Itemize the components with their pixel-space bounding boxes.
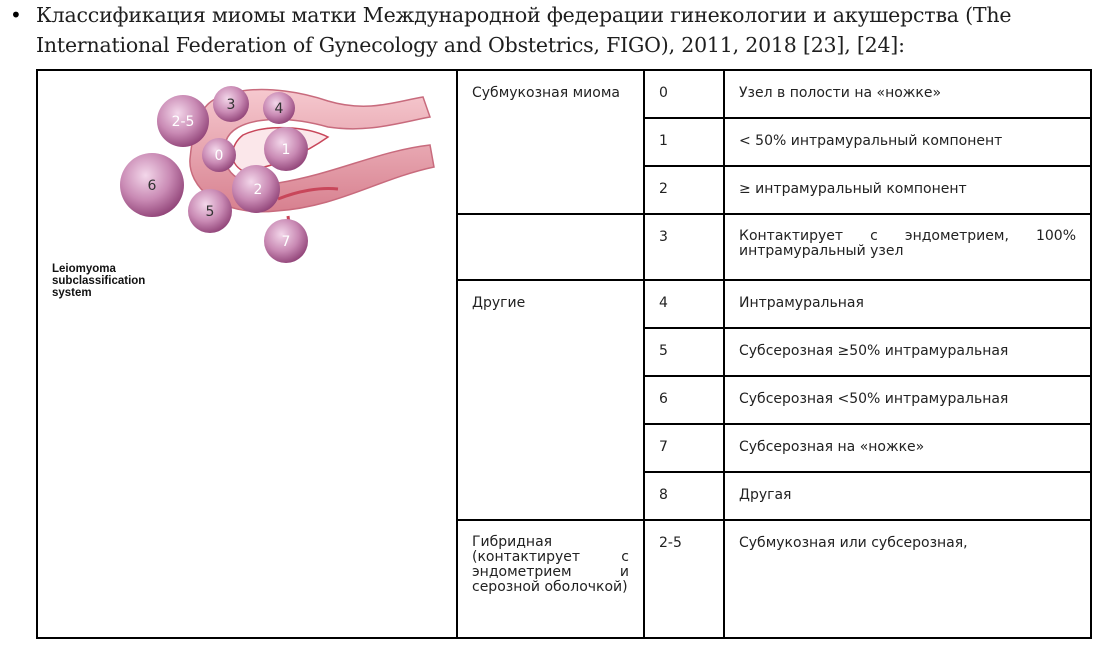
desc-cell: Субсерозная ≥50% интрамуральная (724, 328, 1091, 376)
desc-cell: < 50% интрамуральный компонент (724, 118, 1091, 166)
type-cell: 0 (644, 70, 724, 118)
desc-cell: Субсерозная на «ножке» (724, 424, 1091, 472)
desc-cell: Узел в полости на «ножке» (724, 70, 1091, 118)
type-cell: 4 (644, 280, 724, 328)
type-cell: 5 (644, 328, 724, 376)
group-hybrid: Гибридная (контактирует с эндометрием и серозной оболочкой) (457, 520, 644, 638)
bullet-marker: • (10, 3, 22, 27)
svg-text:1: 1 (281, 142, 291, 158)
node-7 (264, 219, 308, 263)
desc-cell: ≥ интрамуральный компонент (724, 166, 1091, 214)
svg-text:0: 0 (214, 148, 224, 164)
node-2-5 (157, 95, 209, 147)
group-other: Другие (457, 280, 644, 520)
type-cell: 7 (644, 424, 724, 472)
node-2 (232, 165, 280, 213)
node-6 (120, 153, 184, 217)
node-4 (263, 92, 295, 124)
figure-caption: Leiomyoma subclassification system (52, 263, 146, 299)
node-0 (202, 138, 236, 172)
type-cell: 2 (644, 166, 724, 214)
svg-text:3: 3 (226, 97, 236, 113)
intro-line-2: International Federation of Gynecology and Obstetrics, FIGO), 2011, 2018 [23], [24]: (36, 33, 905, 57)
node-5 (188, 189, 232, 233)
figure-cell (37, 70, 457, 638)
desc-cell: Субсерозная <50% интрамуральная (724, 376, 1091, 424)
svg-text:6: 6 (147, 178, 157, 194)
intro-paragraph (0, 0, 1107, 60)
svg-text:2: 2 (253, 182, 263, 198)
type-cell: 1 (644, 118, 724, 166)
node-1 (264, 127, 308, 171)
node-3 (213, 86, 249, 122)
type-cell: 8 (644, 472, 724, 520)
type-cell: 2-5 (644, 520, 724, 638)
svg-text:2-5: 2-5 (171, 114, 195, 130)
desc-cell: Субмукозная или субсерозная, (724, 520, 1091, 638)
type-cell: 3 (644, 214, 724, 280)
svg-text:7: 7 (281, 234, 291, 250)
type-cell: 6 (644, 376, 724, 424)
svg-text:4: 4 (274, 101, 284, 117)
group-submucous: Субмукозная миома (457, 70, 644, 214)
desc-cell: Интрамуральная (724, 280, 1091, 328)
intro-line-1: Классификация миомы матки Международной федерации гинекологии и акушерства (The (36, 3, 1012, 27)
group-empty (457, 214, 644, 280)
figo-classification-table (36, 69, 1092, 639)
desc-cell: Контактирует с эндометрием, 100% интрамуральный узел (724, 214, 1091, 280)
desc-cell: Другая (724, 472, 1091, 520)
svg-text:5: 5 (205, 204, 215, 220)
